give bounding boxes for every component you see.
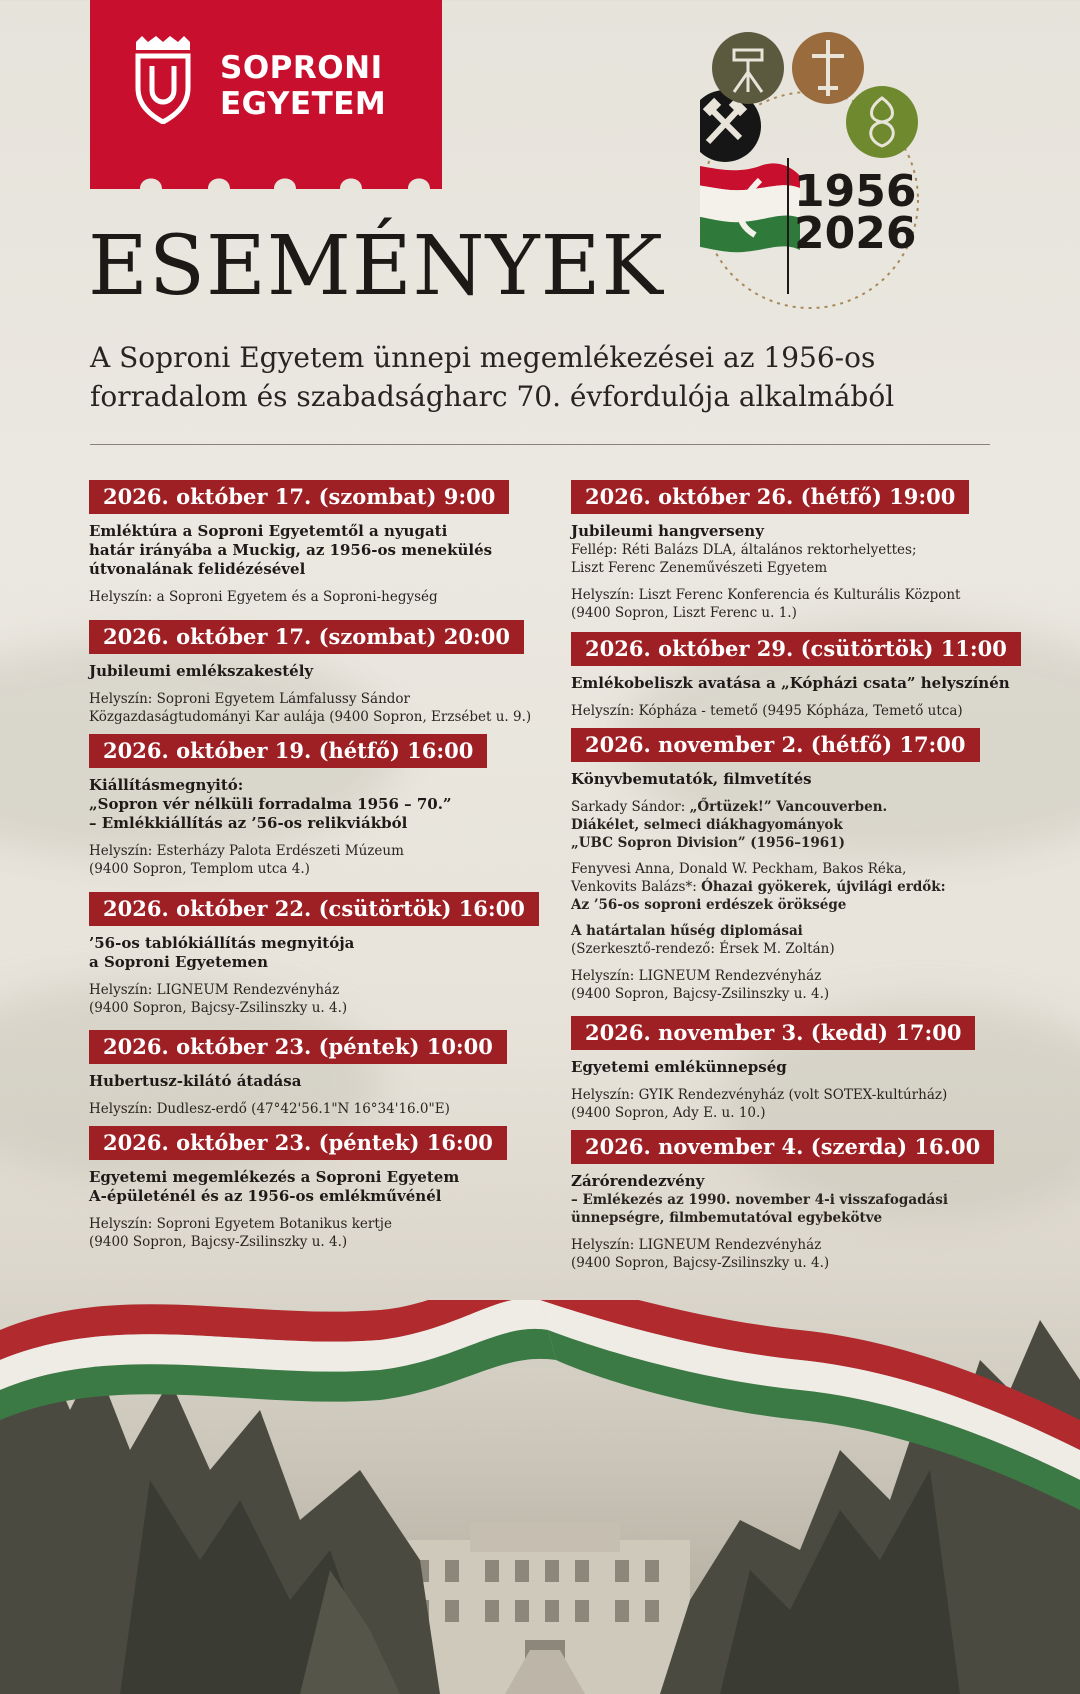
event-item [89, 1030, 549, 1118]
event-location-line: Helyszín: LIGNEUM Rendezvényház [571, 1237, 822, 1253]
event-title [571, 1172, 1041, 1227]
book-author: Fenyvesi Anna, Donald W. Peckham, Bakos Réka, [571, 861, 907, 877]
event-title-line: – Emlékezés az 1990. november 4-i visszafogadási [571, 1192, 949, 1208]
event-title-line: Jubileumi emlékszakestély [89, 662, 314, 680]
event-date: 2026. október 26. (hétfő) 19:00 [571, 480, 969, 514]
event-location-line: Helyszín: GYIK Rendezvényház (volt SOTEX-kultúrház) [571, 1087, 948, 1103]
event-location [571, 1236, 1041, 1272]
event-title-line: Kiállításmegnyitó: [89, 776, 244, 794]
event-location-line: (9400 Sopron, Templom utca 4.) [89, 861, 310, 877]
event-location [89, 842, 549, 878]
logo-line-2: EGYETEM [220, 86, 387, 122]
event-location [571, 702, 1041, 720]
book-author: Venkovits Balázs*: [571, 879, 702, 895]
bottom-illustration [0, 1300, 1080, 1694]
event-description [571, 541, 1041, 577]
subtitle-line: A Soproni Egyetem ünnepi megemlékezései az 1956-os [90, 341, 876, 374]
event-location-line: Helyszín: a Soproni Egyetem és a Soproni-hegység [89, 589, 438, 605]
book-editor: (Szerkesztő-rendező: Érsek M. Zoltán) [571, 941, 835, 957]
event-date: 2026. október 19. (hétfő) 16:00 [89, 734, 487, 768]
sword-icon [792, 32, 864, 104]
event-title [89, 662, 549, 681]
event-item [571, 1016, 1041, 1122]
event-item [571, 632, 1041, 720]
event-location [89, 588, 549, 606]
event-location-line: Helyszín: LIGNEUM Rendezvényház [89, 982, 340, 998]
event-title [571, 770, 1041, 789]
event-location-line: Helyszín: Soproni Egyetem Botanikus kertje [89, 1216, 392, 1232]
university-crest-icon [130, 36, 196, 124]
event-title-line: Emlékobeliszk avatása a „Kópházi csata” helyszínén [571, 674, 1010, 692]
logo-banner[interactable] [90, 0, 442, 188]
event-item [571, 728, 1041, 1003]
event-title-line: Emléktúra a Soproni Egyetemtől a nyugati [89, 522, 448, 540]
event-title [89, 934, 549, 972]
event-date: 2026. november 3. (kedd) 17:00 [571, 1016, 975, 1050]
event-location [89, 1100, 549, 1118]
event-title-line: Jubileumi hangverseny [571, 522, 764, 540]
event-location [89, 981, 549, 1017]
event-title-line: Zárórendezvény [571, 1172, 705, 1190]
hungarian-flag-icon [700, 163, 800, 252]
event-item [89, 1126, 549, 1251]
event-location-line: Helyszín: Kópháza - temető (9495 Kópháza, Temető utca) [571, 703, 963, 719]
emblem-year-1956: 1956 [794, 166, 917, 217]
event-title [89, 1072, 549, 1091]
event-date: 2026. november 2. (hétfő) 17:00 [571, 728, 980, 762]
event-location-line: Helyszín: Liszt Ferenc Konferencia és Kulturális Központ [571, 587, 961, 603]
event-location-line: (9400 Sopron, Bajcsy-Zsilinszky u. 4.) [571, 986, 830, 1002]
event-title-line: Hubertusz-kilátó átadása [89, 1072, 302, 1090]
page-title: ESEMÉNYEK [88, 219, 664, 314]
book-title: „Őrtüzek!” Vancouverben. [689, 799, 888, 815]
event-location-line: (9400 Sopron, Bajcsy-Zsilinszky u. 4.) [89, 1000, 348, 1016]
event-date: 2026. október 23. (péntek) 16:00 [89, 1126, 507, 1160]
event-location-line: (9400 Sopron, Bajcsy-Zsilinszky u. 4.) [89, 1234, 348, 1250]
event-location-line: (9400 Sopron, Bajcsy-Zsilinszky u. 4.) [571, 1255, 830, 1271]
book-entry [571, 798, 1041, 852]
event-item [89, 620, 549, 726]
oak-leaf-icon [846, 86, 918, 158]
event-title [571, 674, 1041, 693]
event-location [89, 690, 549, 726]
event-item [89, 480, 549, 606]
event-location [571, 586, 1041, 622]
event-title [571, 1058, 1041, 1077]
event-title-line: a Soproni Egyetemen [89, 953, 268, 971]
event-location [571, 967, 1041, 1003]
event-location-line: Helyszín: Dudlesz-erdő (47°42'56.1"N 16°34'16.0"E) [89, 1101, 450, 1117]
event-title-line: – Emlékkiállítás az ’56-os relikviákból [89, 814, 408, 832]
book-entry [571, 860, 1041, 914]
event-location-line: Helyszín: LIGNEUM Rendezvényház [571, 968, 822, 984]
event-title [89, 522, 549, 579]
book-title: Óhazai gyökerek, újvilági erdők: [701, 879, 946, 895]
event-item [571, 1130, 1041, 1272]
event-location-line: (9400 Sopron, Ady E. u. 10.) [571, 1105, 766, 1121]
event-date: 2026. október 29. (csütörtök) 11:00 [571, 632, 1021, 666]
event-location-line: Helyszín: Soproni Egyetem Lámfalussy Sándor [89, 691, 410, 707]
book-title: A határtalan hűség diplomásai [571, 923, 803, 939]
book-author: Sarkady Sándor: [571, 799, 690, 815]
page-subtitle [90, 338, 970, 416]
emblem-year-2026: 2026 [794, 208, 917, 259]
event-title-line: ’56-os tablókiállítás megnyitója [89, 934, 355, 952]
event-title-line: határ irányába a Muckig, az 1956-os menekülés [89, 541, 493, 559]
event-title [89, 776, 549, 833]
event-location-line: (9400 Sopron, Liszt Ferenc u. 1.) [571, 605, 797, 621]
book-title-line: Az ’56-os soproni erdészek öröksége [571, 897, 847, 913]
event-location-line: Helyszín: Esterházy Palota Erdészeti Múzeum [89, 843, 404, 859]
event-title-line: ünnepségre, filmbemutatóval egybekötve [571, 1210, 883, 1226]
book-title-line: „UBC Sopron Division” (1956–1961) [571, 835, 845, 851]
event-title-line: Egyetemi megemlékezés a Soproni Egyetem [89, 1168, 460, 1186]
book-entry [571, 922, 1041, 958]
book-title-line: Diákélet, selmeci diákhagyományok [571, 817, 843, 833]
event-item [89, 892, 549, 1017]
event-date: 2026. november 4. (szerda) 16.00 [571, 1130, 994, 1164]
event-title-line: „Sopron vér nélküli forradalma 1956 – 70.” [89, 795, 452, 813]
event-title-line: Egyetemi emlékünnepség [571, 1058, 787, 1076]
event-date: 2026. október 23. (péntek) 10:00 [89, 1030, 507, 1064]
divider [90, 444, 990, 445]
event-date: 2026. október 17. (szombat) 9:00 [89, 480, 509, 514]
event-location [89, 1215, 549, 1251]
event-date: 2026. október 17. (szombat) 20:00 [89, 620, 524, 654]
theodolite-icon [712, 32, 784, 104]
event-title-line: útvonalának felidézésével [89, 560, 306, 578]
event-location-line: Közgazdaságtudományi Kar aulája (9400 Sopron, Erzsébet u. 9.) [89, 709, 532, 725]
event-description-line: Fellép: Réti Balázs DLA, általános rektorhelyettes; [571, 542, 917, 558]
subtitle-line: forradalom és szabadságharc 70. évfordulója alkalmából [90, 380, 895, 413]
event-item [89, 734, 549, 878]
event-title-line: A-épületénél és az 1956-os emlékművénél [89, 1187, 442, 1205]
event-date: 2026. október 22. (csütörtök) 16:00 [89, 892, 539, 926]
event-description-line: Liszt Ferenc Zeneművészeti Egyetem [571, 560, 828, 576]
event-title-line: Könyvbemutatók, filmvetítés [571, 770, 812, 788]
logo-line-1: SOPRONI [220, 50, 383, 86]
logo-text [220, 50, 386, 122]
anniversary-emblem [700, 30, 1000, 330]
banner-scallop-edge [90, 163, 442, 189]
event-item [571, 480, 1041, 622]
event-title [89, 1168, 549, 1206]
event-title [571, 522, 1041, 541]
event-location [571, 1086, 1041, 1122]
